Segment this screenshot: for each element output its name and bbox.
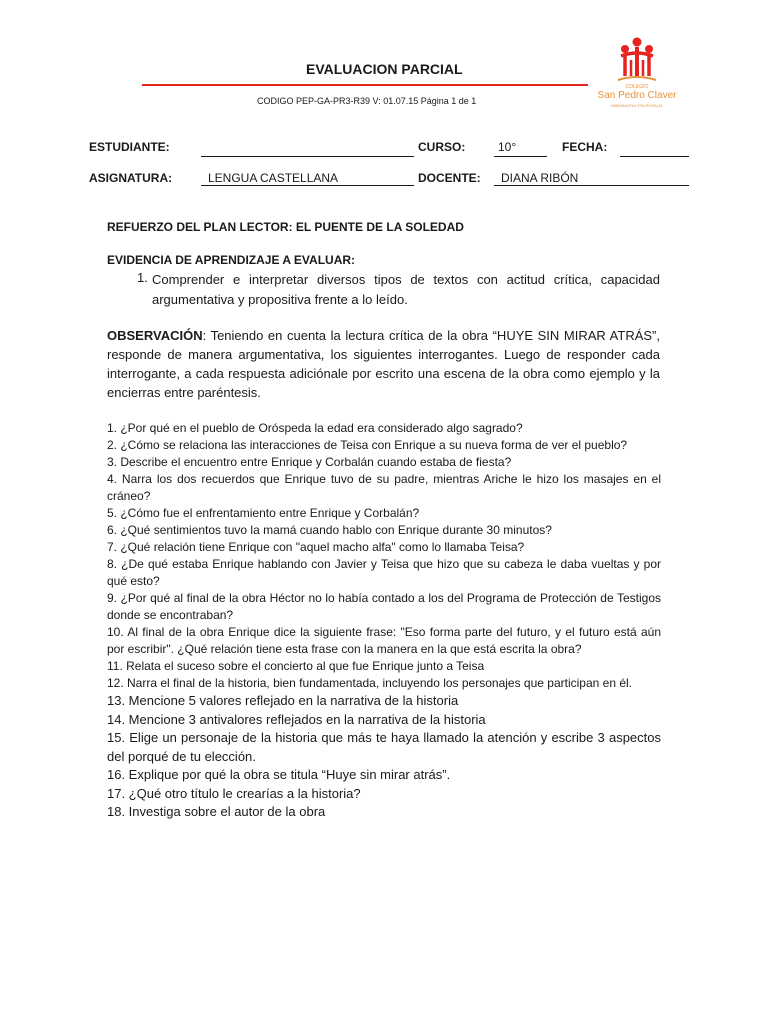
question-item: 15. Elige un personaje de la historia que más te haya llamado la atención y escribe 3 aspectos del porqué de tu elección. (107, 730, 661, 764)
subject-value: LENGUA CASTELLANA (208, 171, 339, 185)
logo-school-name: San Pedro Claver (597, 90, 677, 101)
questions-list (107, 420, 661, 822)
observation-paragraph (107, 326, 660, 402)
subject-field-line (201, 185, 414, 186)
question-item: 16. Explique por qué la obra se titula “Huye sin mirar atrás”. (107, 767, 451, 782)
question-item: 14. Mencione 3 antivalores reflejados en la narrativa de la historia (107, 711, 486, 727)
teacher-field-line (494, 185, 689, 186)
question-item: 6. ¿Qué sentimientos tuvo la mamá cuando hablo con Enrique durante 30 minutos? (107, 523, 552, 537)
evidence-title: EVIDENCIA DE APRENDIZAJE A EVALUAR: (107, 253, 356, 267)
evidence-text: Comprender e interpretar diversos tipos de textos con actitud crítica, capacidad argumentativa y propositiva frente a lo leído. (152, 272, 660, 307)
teacher-label: DOCENTE: (418, 171, 481, 185)
logo-caption: COLEGIO (625, 84, 649, 90)
question-item: 4. Narra los dos recuerdos que Enrique tuvo de su padre, mientras Ariche le hizo los masajes en el cráneo? (107, 472, 661, 503)
teacher-value: DIANA RIBÓN (501, 171, 579, 185)
school-logo-icon (594, 36, 680, 84)
header-divider (142, 84, 588, 86)
observation-label: OBSERVACIÓN (107, 328, 203, 343)
question-item: 17. ¿Qué otro título le crearías a la historia? (107, 785, 361, 801)
course-label: CURSO: (418, 140, 466, 154)
school-logo (594, 36, 680, 112)
question-item: 1. ¿Por qué en el pueblo de Oróspeda la edad era considerado algo sagrado? (107, 421, 523, 435)
reinforcement-title: REFUERZO DEL PLAN LECTOR: EL PUENTE DE LA SOLEDAD (107, 220, 464, 234)
date-field-line (620, 156, 689, 157)
subject-label: ASIGNATURA: (89, 171, 173, 185)
date-label: FECHA: (562, 140, 608, 154)
question-item: 2. ¿Cómo se relaciona las interacciones de Teisa con Enrique a su nueva forma de ver el pueblo? (107, 438, 628, 452)
question-item: 13. Mencione 5 valores reflejado en la narrativa de la historia (107, 693, 459, 708)
student-label: ESTUDIANTE: (89, 140, 170, 154)
question-item: 3. Describe el encuentro entre Enrique y Corbalán cuando estaba de fiesta? (107, 455, 512, 469)
evidence-number: 1. (137, 270, 148, 285)
course-field-line (494, 156, 547, 157)
question-item: 5. ¿Cómo fue el enfrentamiento entre Enrique y Corbalán? (107, 506, 420, 520)
question-item: 9. ¿Por qué al final de la obra Héctor no lo había contado a los del Programa de Protección de Testigos donde se encontraban? (107, 591, 661, 622)
course-value: 10° (498, 140, 517, 154)
question-item: 11. Relata el suceso sobre el concierto al que fue Enrique junto a Teisa (107, 659, 485, 673)
question-item: 10. Al final de la obra Enrique dice la siguiente frase: "Eso forma parte del futuro, y el futuro está aún por escribir". ¿Qué relación tiene esta frase con la manera en la que está escrita la obra? (107, 625, 661, 656)
document-code: CODIGO PEP-GA-PR3-R39 V: 01.07.15 Página 1 de 1 (257, 96, 477, 106)
question-item: 8. ¿De qué estaba Enrique hablando con Javier y Teisa que hizo que su cabeza le daba vueltas y por qué esto? (107, 557, 661, 588)
question-item: 12. Narra el final de la historia, bien fundamentada, incluyendo los personajes que participan en él. (107, 676, 632, 690)
question-item: 7. ¿Qué relación tiene Enrique con "aquel macho alfa" como lo llamaba Teisa? (107, 540, 525, 554)
logo-motto: MARANATHA STA ROSALÍA (611, 103, 663, 108)
student-field-line (201, 156, 414, 157)
document-title: EVALUACION PARCIAL (306, 61, 463, 77)
question-item: 18. Investiga sobre el autor de la obra (107, 804, 326, 819)
observation-text: : Teniendo en cuenta la lectura crítica de la obra “HUYE SIN MIRAR ATRÁS”, responde de manera argumentativa, los siguientes interrogantes. Luego de responder cada interrogante, a cada respuesta adiciónale por escrito una escena de la obra como ejemplo y la encierras entre paréntesis. (107, 328, 660, 400)
